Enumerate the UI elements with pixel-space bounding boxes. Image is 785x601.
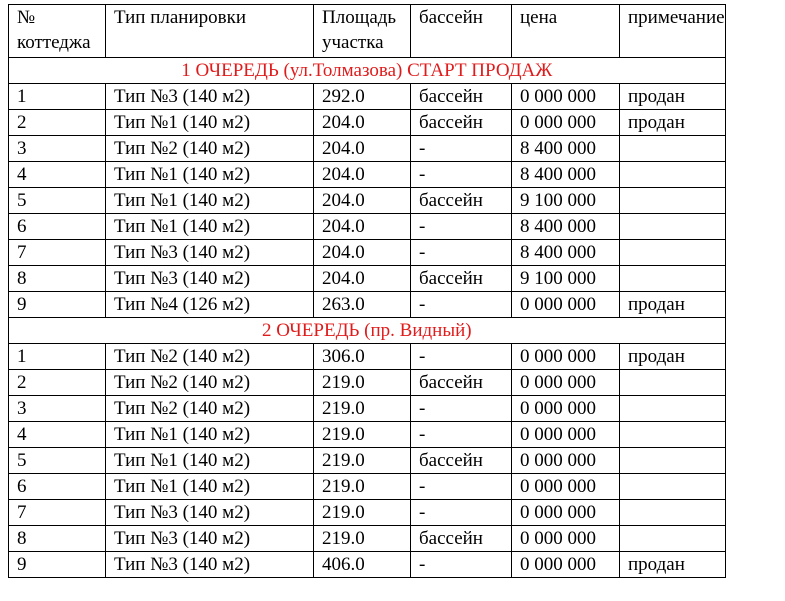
cell-note <box>620 136 726 162</box>
cell-plot-area: 306.0 <box>314 344 411 370</box>
header-row <box>9 5 726 58</box>
cell-price: 0 000 000 <box>512 110 620 136</box>
cell-layout-type: Тип №2 (140 м2) <box>106 370 314 396</box>
header-plot-area: Площадь участка <box>314 5 411 58</box>
cell-layout-type: Тип №2 (140 м2) <box>106 344 314 370</box>
cell-price: 8 400 000 <box>512 162 620 188</box>
table-row <box>9 448 726 474</box>
cell-note: продан <box>620 552 726 578</box>
cell-pool: бассейн <box>411 188 512 214</box>
header-price: цена <box>512 5 620 58</box>
cell-layout-type: Тип №2 (140 м2) <box>106 396 314 422</box>
cell-cottage-number: 1 <box>9 344 106 370</box>
cell-price: 0 000 000 <box>512 474 620 500</box>
cell-price: 0 000 000 <box>512 84 620 110</box>
header-layout-type: Тип планировки <box>106 5 314 58</box>
cell-plot-area: 219.0 <box>314 370 411 396</box>
table-row <box>9 422 726 448</box>
cell-note <box>620 370 726 396</box>
cell-price: 8 400 000 <box>512 240 620 266</box>
cell-layout-type: Тип №3 (140 м2) <box>106 526 314 552</box>
cell-price: 0 000 000 <box>512 396 620 422</box>
cell-cottage-number: 8 <box>9 526 106 552</box>
cell-pool: бассейн <box>411 266 512 292</box>
cell-cottage-number: 7 <box>9 240 106 266</box>
cell-cottage-number: 5 <box>9 188 106 214</box>
cell-pool: бассейн <box>411 84 512 110</box>
cell-layout-type: Тип №3 (140 м2) <box>106 552 314 578</box>
table-row <box>9 214 726 240</box>
table-row <box>9 188 726 214</box>
cell-layout-type: Тип №3 (140 м2) <box>106 266 314 292</box>
cell-pool: - <box>411 240 512 266</box>
table-row <box>9 396 726 422</box>
cell-note <box>620 188 726 214</box>
cell-price: 9 100 000 <box>512 188 620 214</box>
cell-note <box>620 500 726 526</box>
cell-layout-type: Тип №1 (140 м2) <box>106 448 314 474</box>
cell-cottage-number: 1 <box>9 84 106 110</box>
cell-price: 0 000 000 <box>512 526 620 552</box>
cell-price: 0 000 000 <box>512 552 620 578</box>
cell-cottage-number: 4 <box>9 422 106 448</box>
cell-layout-type: Тип №1 (140 м2) <box>106 214 314 240</box>
cell-note <box>620 240 726 266</box>
cell-pool: - <box>411 292 512 318</box>
cell-plot-area: 219.0 <box>314 448 411 474</box>
cell-cottage-number: 6 <box>9 474 106 500</box>
cell-note <box>620 474 726 500</box>
cell-note: продан <box>620 292 726 318</box>
cell-layout-type: Тип №1 (140 м2) <box>106 110 314 136</box>
cell-note: продан <box>620 84 726 110</box>
cell-cottage-number: 3 <box>9 396 106 422</box>
cottage-price-list <box>8 4 726 578</box>
table-row <box>9 526 726 552</box>
cell-cottage-number: 2 <box>9 370 106 396</box>
section-row <box>9 318 726 344</box>
cell-layout-type: Тип №3 (140 м2) <box>106 240 314 266</box>
header-pool: бассейн <box>411 5 512 58</box>
table-row <box>9 136 726 162</box>
cell-pool: - <box>411 396 512 422</box>
cottage-table <box>8 4 726 578</box>
cell-plot-area: 204.0 <box>314 214 411 240</box>
cell-pool: - <box>411 162 512 188</box>
table-row <box>9 110 726 136</box>
table-row <box>9 552 726 578</box>
cell-plot-area: 204.0 <box>314 188 411 214</box>
cell-plot-area: 263.0 <box>314 292 411 318</box>
cell-plot-area: 204.0 <box>314 240 411 266</box>
cell-layout-type: Тип №1 (140 м2) <box>106 422 314 448</box>
cell-pool: - <box>411 422 512 448</box>
table-row <box>9 292 726 318</box>
cell-price: 0 000 000 <box>512 292 620 318</box>
cell-plot-area: 204.0 <box>314 266 411 292</box>
cell-note <box>620 266 726 292</box>
table-row <box>9 162 726 188</box>
table-row <box>9 370 726 396</box>
cell-cottage-number: 3 <box>9 136 106 162</box>
cell-cottage-number: 9 <box>9 292 106 318</box>
cell-note <box>620 422 726 448</box>
cell-cottage-number: 6 <box>9 214 106 240</box>
table-row <box>9 84 726 110</box>
cell-cottage-number: 7 <box>9 500 106 526</box>
cell-cottage-number: 8 <box>9 266 106 292</box>
cell-price: 0 000 000 <box>512 370 620 396</box>
cell-plot-area: 219.0 <box>314 396 411 422</box>
cell-price: 0 000 000 <box>512 422 620 448</box>
cell-pool: бассейн <box>411 448 512 474</box>
cell-pool: - <box>411 136 512 162</box>
cell-price: 0 000 000 <box>512 344 620 370</box>
cell-note <box>620 396 726 422</box>
cell-note <box>620 162 726 188</box>
cell-layout-type: Тип №2 (140 м2) <box>106 136 314 162</box>
cell-pool: бассейн <box>411 526 512 552</box>
cell-pool: - <box>411 552 512 578</box>
table-row <box>9 474 726 500</box>
cell-note <box>620 214 726 240</box>
cell-plot-area: 219.0 <box>314 526 411 552</box>
cell-layout-type: Тип №3 (140 м2) <box>106 500 314 526</box>
cell-cottage-number: 9 <box>9 552 106 578</box>
cell-price: 9 100 000 <box>512 266 620 292</box>
cell-layout-type: Тип №4 (126 м2) <box>106 292 314 318</box>
cell-cottage-number: 2 <box>9 110 106 136</box>
cell-plot-area: 406.0 <box>314 552 411 578</box>
cell-pool: - <box>411 214 512 240</box>
section-title: 1 ОЧЕРЕДЬ (ул.Толмазова) СТАРТ ПРОДАЖ <box>9 58 726 84</box>
header-note: примечание <box>620 5 726 58</box>
table-body <box>9 58 726 578</box>
cell-note: продан <box>620 344 726 370</box>
cell-note <box>620 526 726 552</box>
cell-pool: бассейн <box>411 370 512 396</box>
cell-plot-area: 219.0 <box>314 474 411 500</box>
table-row <box>9 266 726 292</box>
cell-cottage-number: 4 <box>9 162 106 188</box>
cell-layout-type: Тип №1 (140 м2) <box>106 188 314 214</box>
cell-pool: - <box>411 474 512 500</box>
section-title: 2 ОЧЕРЕДЬ (пр. Видный) <box>9 318 726 344</box>
cell-note: продан <box>620 110 726 136</box>
cell-plot-area: 219.0 <box>314 500 411 526</box>
table-row <box>9 344 726 370</box>
cell-pool: - <box>411 500 512 526</box>
cell-plot-area: 219.0 <box>314 422 411 448</box>
cell-plot-area: 204.0 <box>314 162 411 188</box>
cell-price: 0 000 000 <box>512 500 620 526</box>
cell-cottage-number: 5 <box>9 448 106 474</box>
cell-plot-area: 292.0 <box>314 84 411 110</box>
cell-price: 0 000 000 <box>512 448 620 474</box>
cell-note <box>620 448 726 474</box>
cell-plot-area: 204.0 <box>314 110 411 136</box>
table-row <box>9 240 726 266</box>
cell-price: 8 400 000 <box>512 214 620 240</box>
cell-plot-area: 204.0 <box>314 136 411 162</box>
cell-layout-type: Тип №1 (140 м2) <box>106 162 314 188</box>
section-row <box>9 58 726 84</box>
cell-price: 8 400 000 <box>512 136 620 162</box>
cell-pool: - <box>411 344 512 370</box>
cell-layout-type: Тип №3 (140 м2) <box>106 84 314 110</box>
cell-layout-type: Тип №1 (140 м2) <box>106 474 314 500</box>
header-cottage-number: № коттеджа <box>9 5 106 58</box>
table-row <box>9 500 726 526</box>
cell-pool: бассейн <box>411 110 512 136</box>
